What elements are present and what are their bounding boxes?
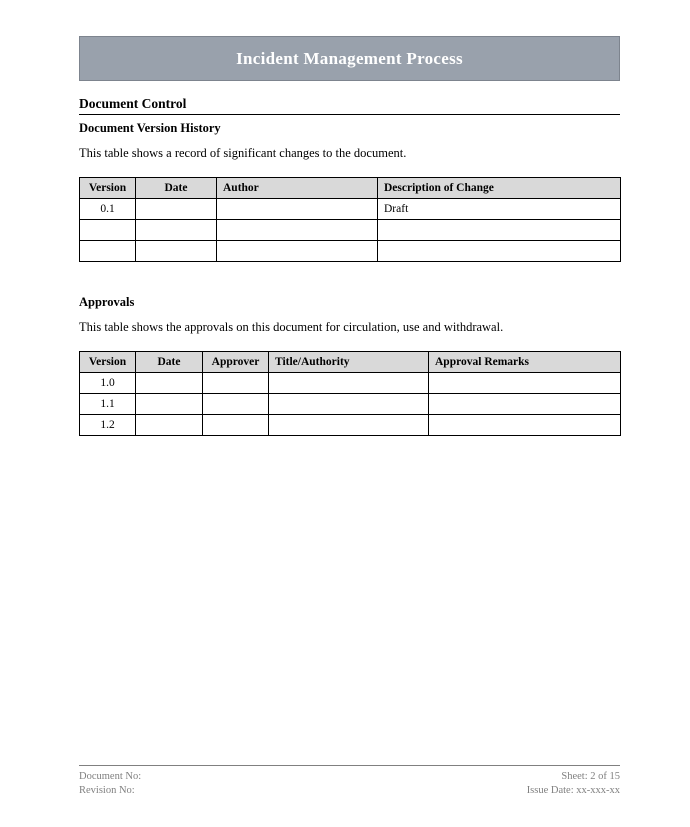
table-row (80, 414, 621, 435)
cell-author[interactable] (217, 219, 378, 240)
cell-version[interactable]: 1.2 (80, 414, 136, 435)
footer-document-no: Document No: (79, 771, 142, 782)
cell-date[interactable] (136, 414, 203, 435)
cell-approver[interactable] (203, 414, 269, 435)
document-title-banner (79, 36, 620, 81)
cell-author[interactable] (217, 198, 378, 219)
column-header-title-authority: Title/Authority (269, 351, 429, 372)
footer-sheet-number: Sheet: 2 of 15 (561, 771, 620, 782)
cell-description[interactable] (378, 219, 621, 240)
footer-row-top (79, 770, 620, 784)
sub-heading-document-version-history: Document Version History (79, 120, 221, 135)
cell-approver[interactable] (203, 393, 269, 414)
cell-title-authority[interactable] (269, 414, 429, 435)
cell-approval-remarks[interactable] (429, 393, 621, 414)
table-row (80, 393, 621, 414)
version-history-description: This table shows a record of significant changes to the document. (79, 145, 407, 160)
footer-row-bottom (79, 784, 620, 798)
approvals-section (79, 295, 620, 436)
cell-approval-remarks[interactable] (429, 372, 621, 393)
cell-date[interactable] (136, 372, 203, 393)
column-header-version: Version (80, 351, 136, 372)
table-header-row (80, 177, 621, 198)
cell-version[interactable] (80, 240, 136, 261)
cell-description[interactable] (378, 240, 621, 261)
column-header-date: Date (136, 177, 217, 198)
cell-description[interactable]: Draft (378, 198, 621, 219)
table-row (80, 372, 621, 393)
cell-version[interactable]: 0.1 (80, 198, 136, 219)
sub-heading-approvals: Approvals (79, 294, 135, 309)
page-footer (79, 765, 620, 798)
cell-version[interactable] (80, 219, 136, 240)
cell-approver[interactable] (203, 372, 269, 393)
approvals-table (79, 351, 621, 436)
cell-version[interactable]: 1.1 (80, 393, 136, 414)
column-header-approval-remarks: Approval Remarks (429, 351, 621, 372)
table-row (80, 198, 621, 219)
cell-date[interactable] (136, 219, 217, 240)
page-title: Incident Management Process (236, 48, 463, 68)
cell-date[interactable] (136, 393, 203, 414)
footer-issue-date: Issue Date: xx-xxx-xx (526, 785, 620, 797)
column-header-approver: Approver (203, 351, 269, 372)
cell-version[interactable]: 1.0 (80, 372, 136, 393)
cell-title-authority[interactable] (269, 393, 429, 414)
cell-title-authority[interactable] (269, 372, 429, 393)
cell-author[interactable] (217, 240, 378, 261)
table-row (80, 240, 621, 261)
approvals-description: This table shows the approvals on this document for circulation, use and withdrawal. (79, 319, 504, 334)
column-header-description-of-change: Description of Change (378, 177, 621, 198)
column-header-date: Date (136, 351, 203, 372)
section-heading-document-control: Document Control (79, 96, 620, 115)
cell-approval-remarks[interactable] (429, 414, 621, 435)
version-history-table (79, 177, 621, 262)
table-row (80, 219, 621, 240)
column-header-author: Author (217, 177, 378, 198)
table-header-row (80, 351, 621, 372)
document-body (79, 0, 620, 436)
footer-revision-no: Revision No: (79, 785, 135, 797)
column-header-version: Version (80, 177, 136, 198)
cell-date[interactable] (136, 198, 217, 219)
cell-date[interactable] (136, 240, 217, 261)
